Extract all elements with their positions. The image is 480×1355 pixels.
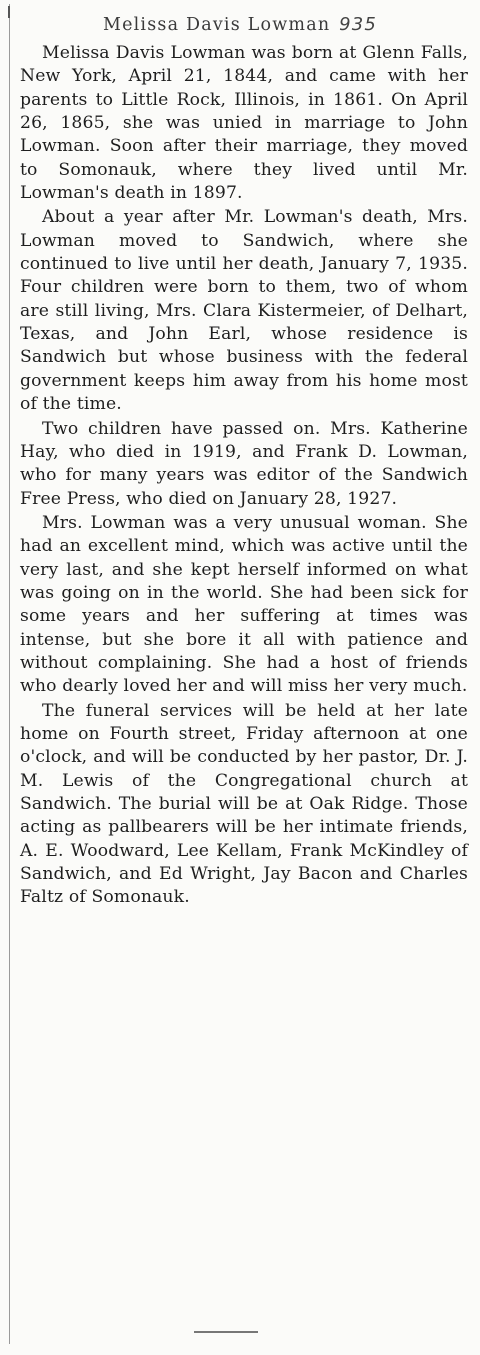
- handwritten-number: 935: [339, 14, 378, 35]
- paragraph-character: Mrs. Lowman was a very unusual woman. She had an excellent mind, which was active until the very last, and she kept herself informed on what was going on in the world. She had been sick for some years and her suffering at times was intense, but she bore it all with patience and without complaining. She had a host of friends who dearly loved her and will miss her very much.: [20, 512, 468, 697]
- obituary-title: Melissa Davis Lowman: [102, 15, 331, 35]
- column-rule: [9, 4, 10, 1344]
- paragraph-funeral: The funeral services will be held at her late home on Fourth street, Friday afternoon at one o'clock, and will be conducted by her pastor, Dr. J. M. Lewis of the Congregational church at Sandwich. The burial will be at Oak Ridge. Those acting as pallbearers will be her intimate friends, A. E. Woodward, Lee Kellam, Frank McKindley of Sandwich, and Ed Wright, Jay Bacon and Charles Faltz of Somonauk.: [20, 700, 468, 908]
- obituary-header: [0, 14, 480, 35]
- obituary-body: [20, 42, 468, 910]
- paragraph-sandwich-children: About a year after Mr. Lowman's death, Mrs. Lowman moved to Sandwich, where she continued to live until her death, January 7, 1935. Four children were born to them, two of whom are still living, Mrs. Clara Kistermeier, of Delhart, Texas, and John Earl, whose residence is Sandwich but whose business with the federal government keeps him away from his home most of the time.: [20, 207, 468, 415]
- paragraph-deceased-children: Two children have passed on. Mrs. Katherine Hay, who died in 1919, and Frank D. Lowman, who for many years was editor of the Sandwich Free Press, who died on January 28, 1927.: [20, 418, 468, 509]
- end-rule: [194, 1331, 258, 1333]
- paragraph-birth-marriage: Melissa Davis Lowman was born at Glenn Falls, New York, April 21, 1844, and came with her parents to Little Rock, Illinois, in 1861. On April 26, 1865, she was unied in marriage to John Lowman. Soon after their marriage, they moved to Somonauk, where they lived until Mr. Lowman's death in 1897.: [20, 43, 468, 204]
